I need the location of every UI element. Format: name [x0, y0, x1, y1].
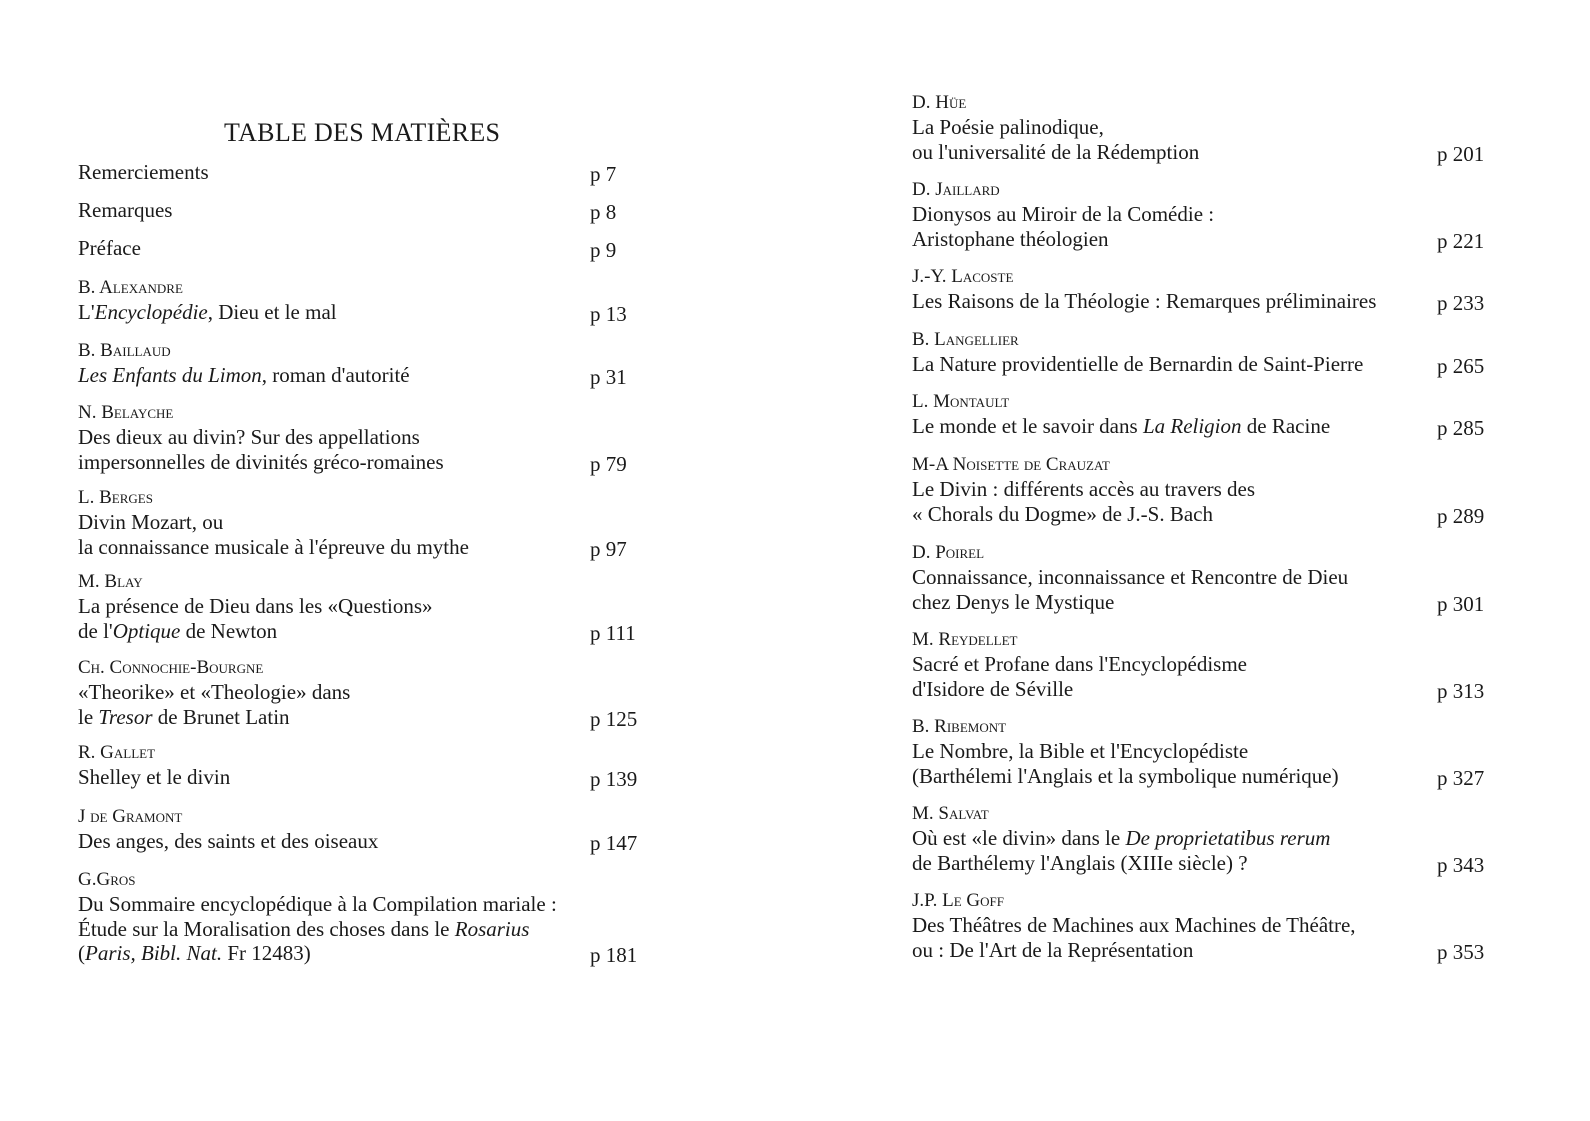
entry-title-line: La Nature providentielle de Bernardin de Saint-Pierre — [912, 352, 1364, 376]
entry-page-number: p 7 — [590, 162, 617, 186]
entry-title-line: de l'Optique de Newton — [78, 618, 278, 643]
entry-title-line: Le Nombre, la Bible et l'Encyclopédiste — [912, 739, 1249, 763]
entry-author: D. Hüe — [912, 92, 967, 113]
entry-page-number: p 343 — [1437, 852, 1485, 877]
entry-author: Ch. Connochie-Bourgne — [78, 657, 264, 678]
toc-entry — [78, 486, 469, 559]
toc-entry — [912, 802, 1330, 875]
entry-author: L. Montault — [912, 391, 1010, 412]
toc-entry — [78, 570, 433, 643]
toc-entry — [912, 390, 1330, 439]
entry-title-line: (Paris, Bibl. Nat. Fr 12483) — [78, 941, 311, 965]
entry-title-line: «Theorike» et «Theologie» dans — [78, 680, 351, 704]
entry-title-line: Des Théâtres de Machines aux Machines de Théâtre, — [912, 913, 1356, 937]
entry-page-number: p 201 — [1437, 141, 1485, 166]
entry-author: D. Poirel — [912, 542, 985, 563]
entry-title-line: Les Raisons de la Théologie : Remarques préliminaires — [912, 289, 1377, 313]
entry-author: J de Gramont — [78, 806, 183, 827]
toc-entry — [912, 91, 1199, 164]
entry-title-line: Connaissance, inconnaissance et Rencontre de Dieu — [912, 565, 1349, 589]
entry-author: L. Berges — [78, 487, 153, 508]
toc-entry — [912, 178, 1214, 251]
toc-entry — [78, 339, 410, 388]
page-title: TABLE DES MATIÈRES — [224, 118, 501, 147]
entry-title-line: La Poésie palinodique, — [912, 115, 1104, 139]
toc-entry — [78, 401, 444, 474]
toc-entry — [912, 328, 1363, 377]
entry-author: B. Langellier — [912, 329, 1019, 350]
entry-author: M. Reydellet — [912, 629, 1018, 650]
entry-title-line: ou l'universalité de la Rédemption — [912, 139, 1200, 164]
entry-author: B. Baillaud — [78, 340, 171, 361]
entry-title-line: de Barthélemy l'Anglais (XIIIe siècle) ? — [912, 850, 1248, 875]
entry-title-line: impersonnelles de divinités gréco-romaines — [78, 449, 444, 474]
toc-entry — [78, 868, 557, 966]
entry-title-line: Des anges, des saints et des oiseaux — [78, 829, 379, 853]
entry-title-line: le Tresor de Brunet Latin — [78, 704, 290, 729]
entry-author: M-A Noisette de Crauzat — [912, 454, 1110, 475]
entry-title-line: Du Sommaire encyclopédique à la Compilation mariale : — [78, 892, 557, 916]
entry-author: B. Alexandre — [78, 277, 183, 298]
entry-page-number: p 353 — [1437, 939, 1485, 964]
toc-entry — [78, 656, 350, 729]
entry-author: M. Blay — [78, 571, 143, 592]
entry-page-number: p 9 — [590, 238, 617, 262]
entry-title-line: la connaissance musicale à l'épreuve du mythe — [78, 534, 469, 559]
entry-page-number: p 8 — [590, 200, 617, 224]
toc-entry — [78, 276, 337, 325]
entry-title-line: Aristophane théologien — [912, 226, 1109, 251]
entry-author: J.P. Le Goff — [912, 890, 1004, 911]
entry-title-line: La présence de Dieu dans les «Questions» — [78, 594, 433, 618]
entry-title-line: L'Encyclopédie, Dieu et le mal — [78, 300, 337, 324]
entry-title-line: Dionysos au Miroir de la Comédie : — [912, 202, 1215, 226]
toc-entry — [912, 628, 1247, 701]
entry-page-number: p 301 — [1437, 591, 1485, 616]
entry-author: D. Jaillard — [912, 179, 1000, 200]
entry-title-line: Préface — [78, 236, 141, 260]
entry-page-number: p 181 — [590, 943, 638, 967]
entry-title-line: Sacré et Profane dans l'Encyclopédisme — [912, 652, 1247, 676]
toc-entry — [78, 198, 172, 223]
toc-entry — [912, 453, 1255, 526]
toc-entry — [78, 236, 141, 261]
entry-title-line: ou : De l'Art de la Représentation — [912, 937, 1194, 962]
toc-entry — [912, 889, 1356, 962]
entry-page-number: p 265 — [1437, 354, 1485, 378]
entry-author: J.-Y. Lacoste — [912, 266, 1014, 287]
toc-entry — [912, 265, 1376, 314]
entry-page-number: p 313 — [1437, 678, 1485, 703]
entry-title-line: d'Isidore de Séville — [912, 676, 1074, 701]
entry-title-line: Remerciements — [78, 160, 209, 184]
toc-entry — [78, 741, 230, 790]
entry-page-number: p 125 — [590, 706, 638, 731]
entry-page-number: p 221 — [1437, 228, 1485, 253]
entry-page-number: p 285 — [1437, 416, 1485, 440]
entry-page-number: p 111 — [590, 620, 636, 645]
toc-entry — [912, 541, 1348, 614]
entry-page-number: p 79 — [590, 451, 627, 476]
toc-entry — [912, 715, 1339, 788]
entry-title-line: (Barthélemi l'Anglais et la symbolique numérique) — [912, 763, 1339, 788]
entry-author: N. Belayche — [78, 402, 174, 423]
entry-title-line: Où est «le divin» dans le De proprietatibus rerum — [912, 826, 1331, 850]
entry-page-number: p 13 — [590, 302, 627, 326]
toc-entry — [78, 160, 209, 185]
entry-page-number: p 31 — [590, 365, 627, 389]
entry-title-line: « Chorals du Dogme» de J.-S. Bach — [912, 501, 1213, 526]
entry-title-line: Des dieux au divin? Sur des appellations — [78, 425, 420, 449]
entry-page-number: p 147 — [590, 831, 638, 855]
entry-title-line: Étude sur la Moralisation des choses dans le Rosarius — [78, 916, 530, 941]
entry-page-number: p 139 — [590, 767, 638, 791]
entry-author: R. Gallet — [78, 742, 156, 763]
entry-title-line: Les Enfants du Limon, roman d'autorité — [78, 363, 410, 387]
entry-author: G.Gros — [78, 869, 136, 890]
toc-entry — [78, 805, 378, 854]
entry-page-number: p 97 — [590, 536, 627, 561]
entry-page-number: p 233 — [1437, 291, 1485, 315]
entry-page-number: p 289 — [1437, 503, 1485, 528]
entry-page-number: p 327 — [1437, 765, 1485, 790]
entry-title-line: Le Divin : différents accès au travers des — [912, 477, 1256, 501]
entry-title-line: Divin Mozart, ou — [78, 510, 224, 534]
entry-title-line: Le monde et le savoir dans La Religion de Racine — [912, 414, 1331, 438]
entry-author: M. Salvat — [912, 803, 989, 824]
entry-title-line: Remarques — [78, 198, 173, 222]
entry-title-line: Shelley et le divin — [78, 765, 231, 789]
entry-author: B. Ribemont — [912, 716, 1007, 737]
entry-title-line: chez Denys le Mystique — [912, 589, 1115, 614]
